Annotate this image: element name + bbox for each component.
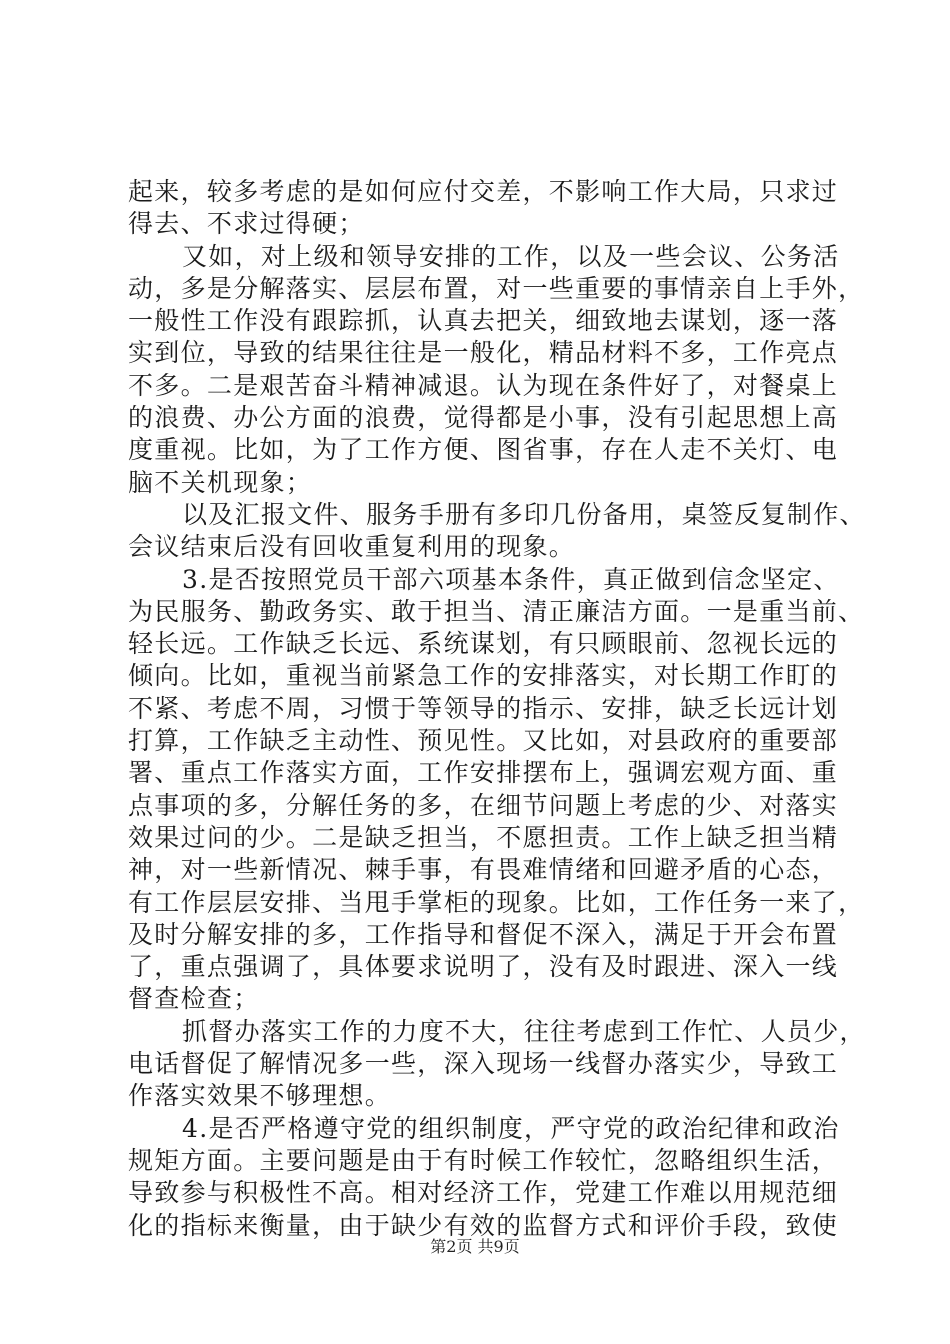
text-line: 规矩方面。主要问题是由于有时候工作较忙，忽略组织生活， bbox=[128, 1145, 839, 1175]
text-line: 又如，对上级和领导安排的工作，以及一些会议、公务活 bbox=[182, 241, 840, 271]
text-line: 起来，较多考虑的是如何应付交差，不影响工作大局，只求过 bbox=[128, 177, 839, 206]
text-line: 会议结束后没有回收重复利用的现象。 bbox=[128, 532, 576, 562]
text-line: 为民服务、勤政务实、敢于担当、清正廉洁方面。一是重当前、 bbox=[128, 596, 865, 626]
text-line: 不紧、考虑不周，习惯于等领导的指示、安排，缺乏长远计划 bbox=[128, 693, 839, 723]
text-line: 动，多是分解落实、层层布置，对一些重要的事情亲自上手外， bbox=[128, 273, 865, 303]
text-line: 不多。二是艰苦奋斗精神减退。认为现在条件好了，对餐桌上 bbox=[128, 370, 839, 400]
text-line: 有工作层层安排、当甩手掌柜的现象。比如，工作任务一来了， bbox=[128, 887, 865, 917]
text-line: 署、重点工作落实方面，工作安排摆布上，强调宏观方面、重 bbox=[128, 758, 839, 788]
text-line: 电话督促了解情况多一些，深入现场一线督办落实少，导致工 bbox=[128, 1049, 839, 1079]
document-body bbox=[128, 176, 866, 1242]
text-line: 作落实效果不够理想。 bbox=[128, 1081, 392, 1111]
text-line: 神，对一些新情况、棘手事，有畏难情绪和回避矛盾的心态， bbox=[128, 855, 839, 885]
text-line: 实到位，导致的结果往往是一般化，精品材料不多，工作亮点 bbox=[128, 338, 839, 368]
text-line: 点事项的多，分解任务的多，在细节问题上考虑的少、对落实 bbox=[128, 790, 839, 820]
text-line: 度重视。比如，为了工作方便、图省事，存在人走不关灯、电 bbox=[128, 435, 839, 465]
text-line: 4.是否严格遵守党的组织制度，严守党的政治纪律和政治 bbox=[182, 1113, 840, 1143]
text-line: 打算，工作缺乏主动性、预见性。又比如，对县政府的重要部 bbox=[128, 726, 839, 756]
text-line: 轻长远。工作缺乏长远、系统谋划，有只顾眼前、忽视长远的 bbox=[128, 629, 839, 659]
text-line: 3.是否按照党员干部六项基本条件，真正做到信念坚定、 bbox=[182, 564, 840, 594]
text-line: 以及汇报文件、服务手册有多印几份备用，桌签反复制作、 bbox=[182, 499, 866, 529]
text-line: 的浪费、办公方面的浪费，觉得都是小事，没有引起思想上高 bbox=[128, 403, 839, 433]
text-line: 督查检查； bbox=[128, 984, 260, 1014]
text-line: 抓督办落实工作的力度不大，往往考虑到工作忙、人员少， bbox=[182, 1016, 866, 1046]
text-line: 一般性工作没有跟踪抓，认真去把关，细致地去谋划，逐一落 bbox=[128, 306, 839, 336]
text-line: 得去、不求过得硬； bbox=[128, 209, 365, 239]
text-line: 及时分解安排的多，工作指导和督促不深入，满足于开会布置 bbox=[128, 919, 839, 949]
text-line: 导致参与积极性不高。相对经济工作，党建工作难以用规范细 bbox=[128, 1178, 839, 1208]
text-line: 了，重点强调了，具体要求说明了，没有及时跟进、深入一线 bbox=[128, 952, 839, 982]
text-line: 脑不关机现象； bbox=[128, 467, 313, 497]
page-number-footer: 第2页 共9页 bbox=[430, 1237, 520, 1256]
text-line: 效果过问的少。二是缺乏担当，不愿担责。工作上缺乏担当精 bbox=[128, 822, 839, 852]
text-line: 化的指标来衡量，由于缺少有效的监督方式和评价手段，致使 bbox=[128, 1210, 839, 1240]
text-line: 倾向。比如，重视当前紧急工作的安排落实，对长期工作盯的 bbox=[128, 661, 839, 691]
